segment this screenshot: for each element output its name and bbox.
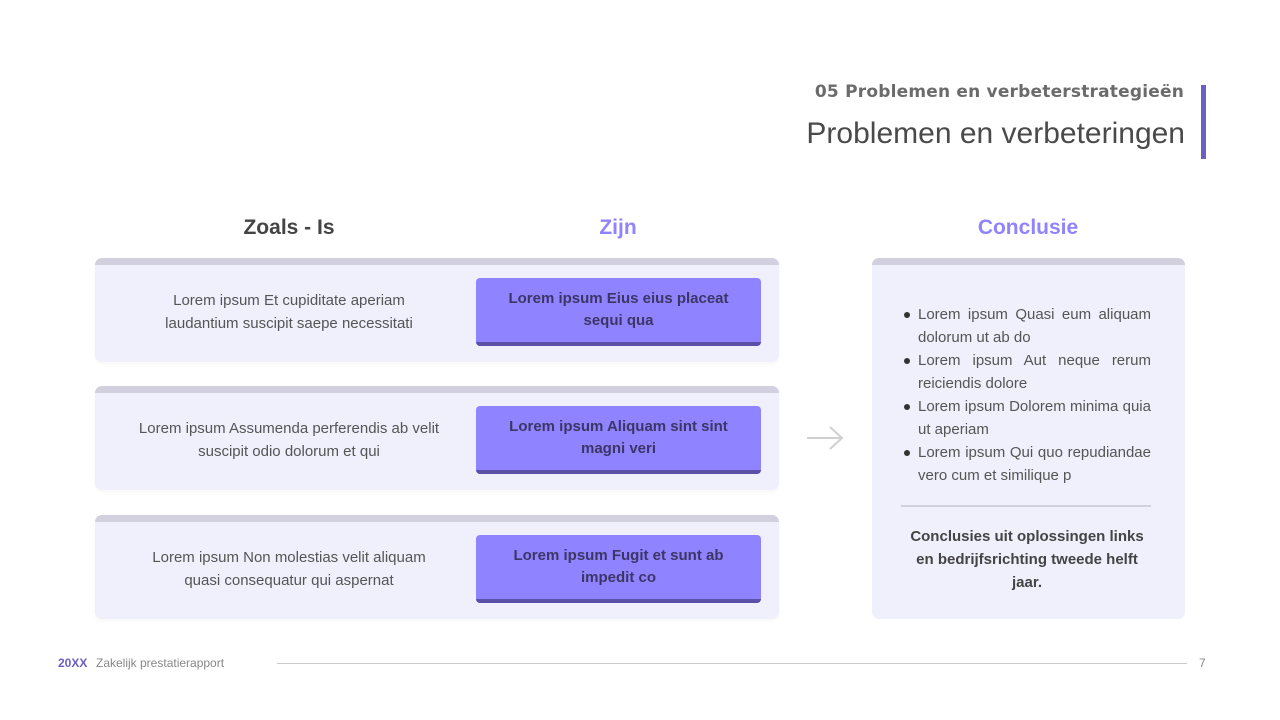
conclusion-bullet: Lorem ipsum Qui quo repudiandae vero cum et similique p — [902, 441, 1151, 487]
to-be-box — [476, 535, 761, 603]
page-title: Problemen en verbeteringen — [806, 117, 1185, 150]
comparison-row-3 — [95, 515, 779, 619]
column-header-as-is: Zoals - Is — [243, 216, 335, 239]
to-be-text: Lorem ipsum Aliquam sint sint magni veri — [509, 418, 728, 457]
as-is-text: Lorem ipsum Et cupiditate aperiam laudantium suscipit saepe necessitati — [165, 292, 413, 332]
as-is-text: Lorem ipsum Non molestias velit aliquam quasi consequatur qui aspernat — [152, 549, 426, 589]
to-be-box — [476, 278, 761, 346]
column-header-to-be: Zijn — [599, 216, 637, 239]
comparison-row-2 — [95, 386, 779, 490]
title-accent-bar — [1201, 85, 1206, 159]
arrow-right-icon — [805, 420, 845, 456]
conclusion-summary: Conclusies uit oplossingen links en bedrijfsrichting tweede helft jaar. — [910, 528, 1144, 591]
column-header-conclusion: Conclusie — [977, 216, 1079, 239]
section-label: 05 Problemen en verbeterstrategieën — [814, 82, 1184, 102]
comparison-row-1 — [95, 258, 779, 362]
footer-title: Zakelijk prestatierapport — [96, 656, 225, 670]
conclusion-bullet: Lorem ipsum Dolorem minima quia ut aperiam — [902, 395, 1151, 441]
footer-year: 20XX — [58, 656, 88, 670]
footer-divider — [277, 663, 1187, 664]
conclusion-bullet: Lorem ipsum Quasi eum aliquam dolorum ut ab do — [902, 303, 1151, 349]
page-number: 7 — [1199, 656, 1206, 670]
as-is-text: Lorem ipsum Assumenda perferendis ab velit suscipit odio dolorum et qui — [138, 420, 440, 460]
conclusion-list — [902, 303, 1151, 487]
conclusion-bullet: Lorem ipsum Aut neque rerum reiciendis dolore — [902, 349, 1151, 395]
to-be-box — [476, 406, 761, 474]
to-be-text: Lorem ipsum Eius eius placeat sequi qua — [508, 290, 729, 329]
conclusion-divider — [901, 505, 1151, 507]
to-be-text: Lorem ipsum Fugit et sunt ab impedit co — [513, 547, 724, 586]
conclusion-card — [872, 258, 1185, 619]
